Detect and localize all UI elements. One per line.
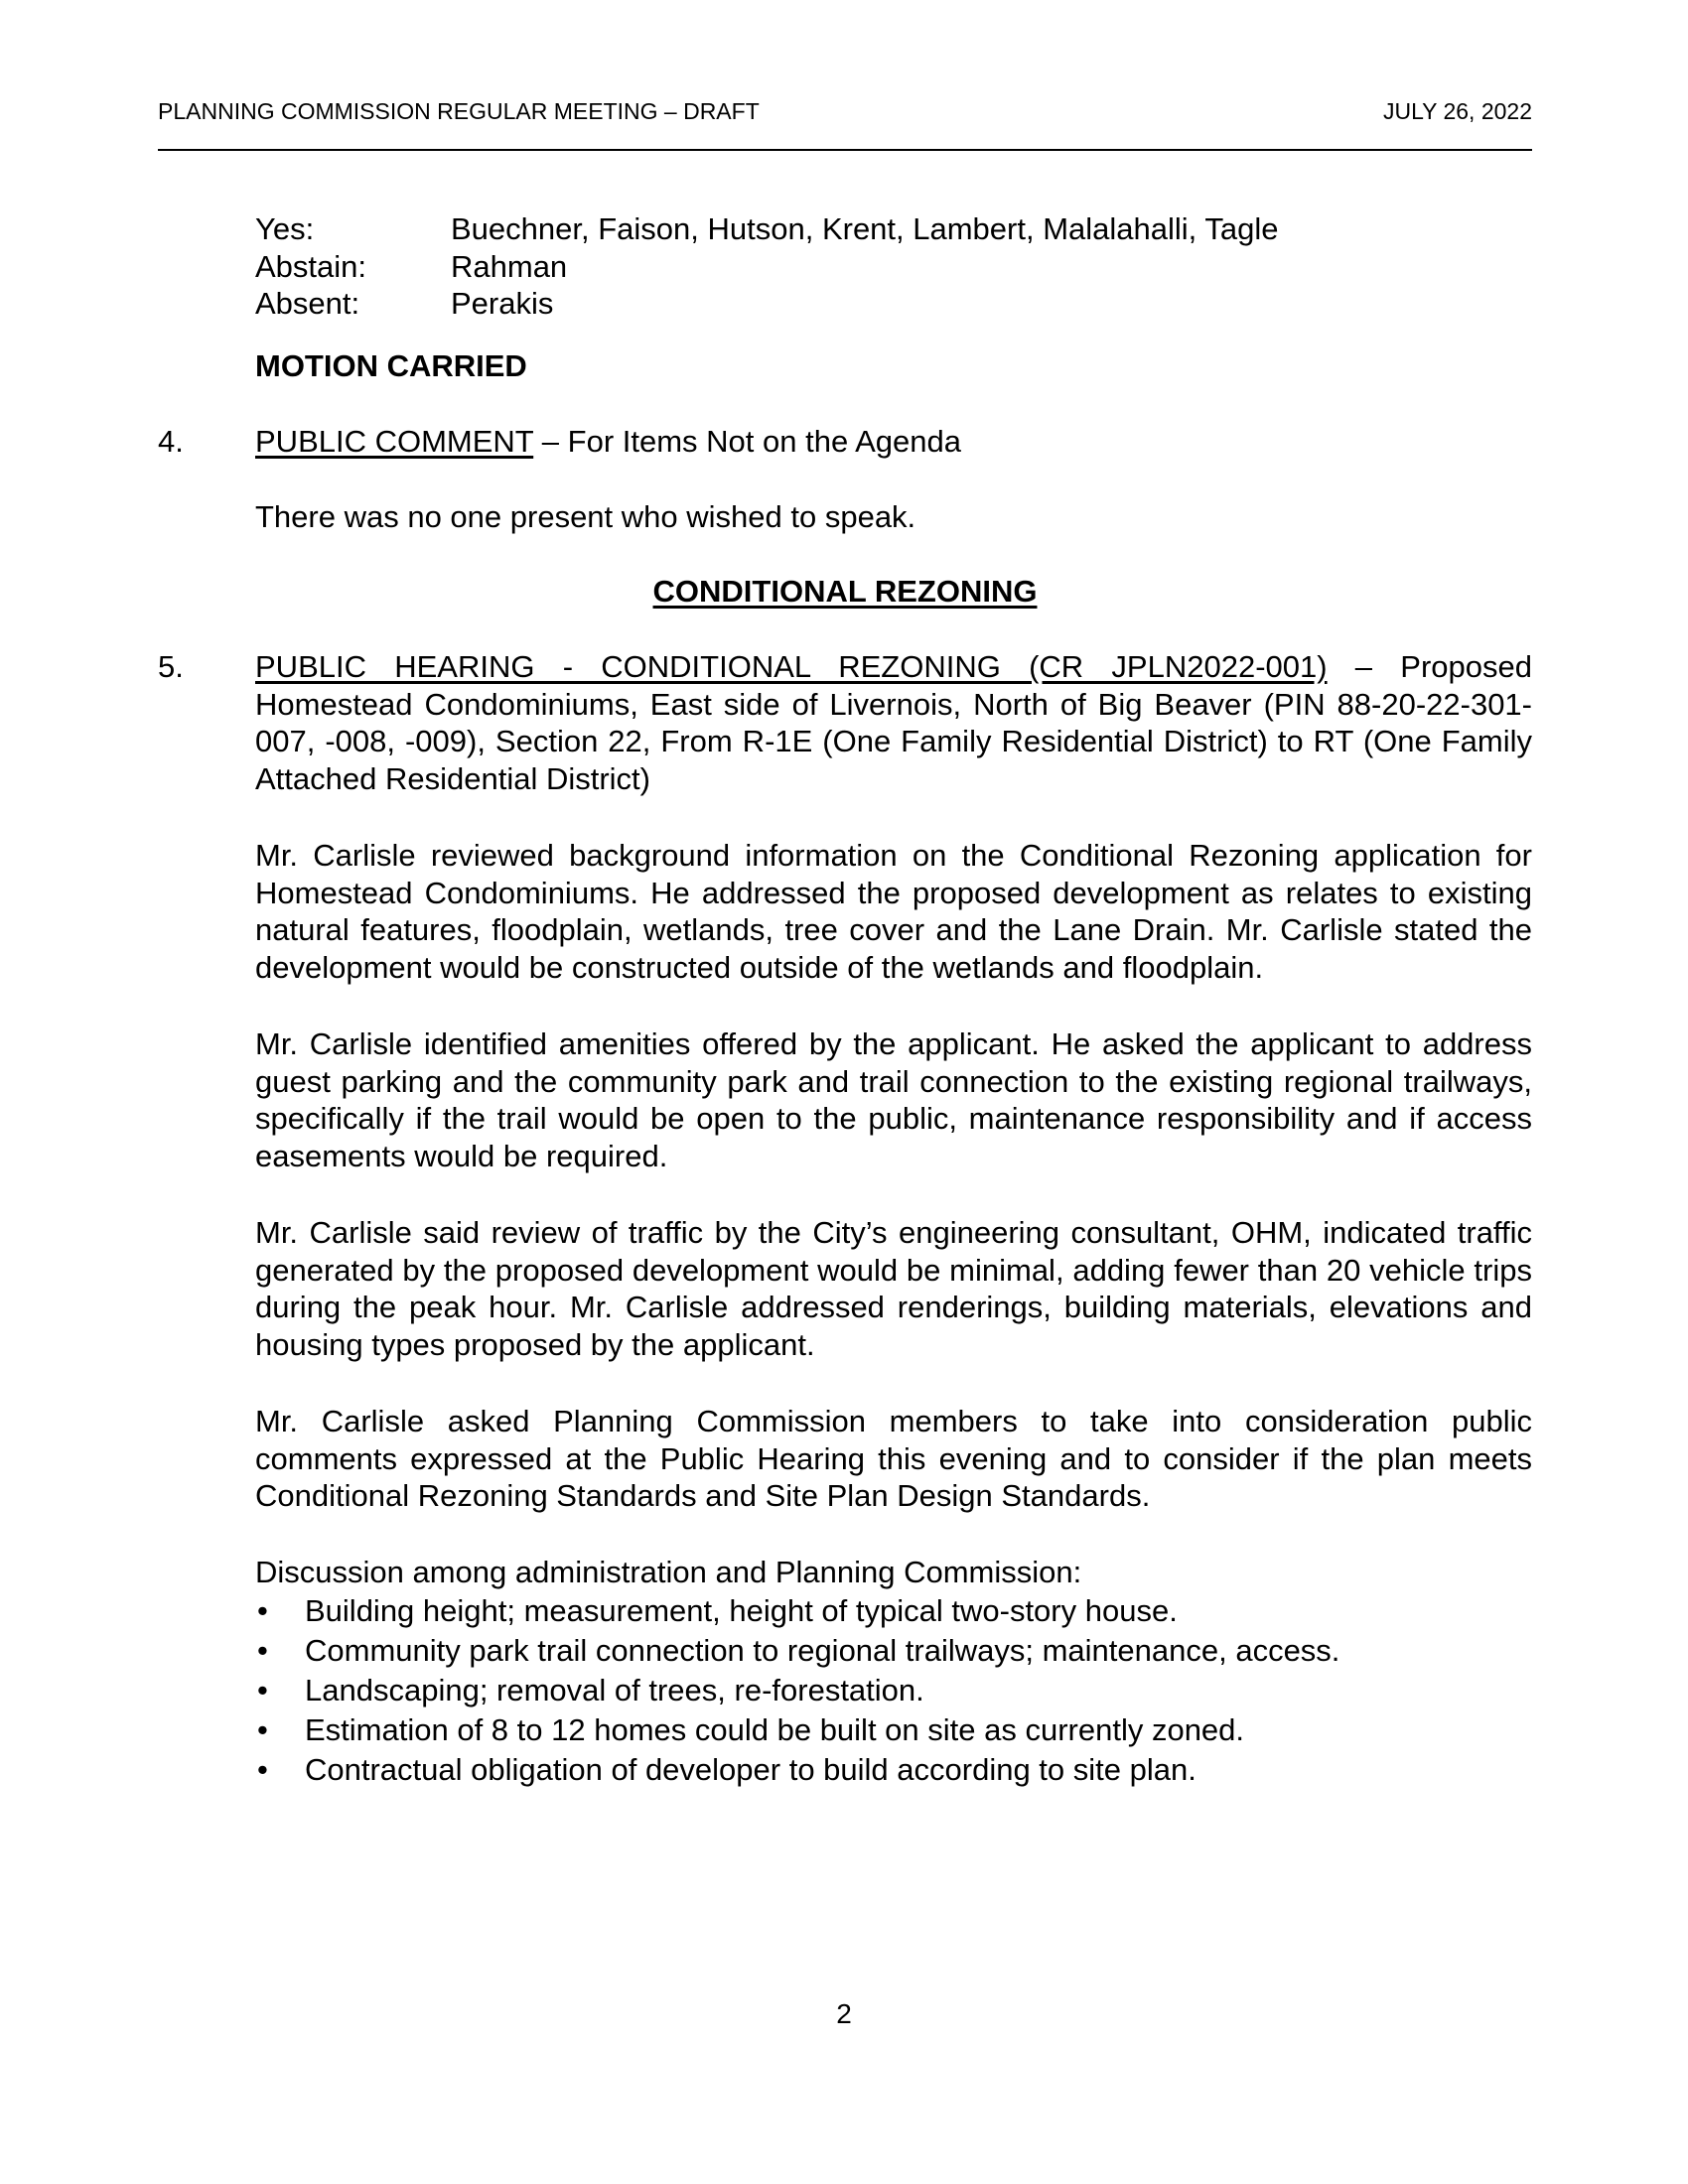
item-5-paragraph-1: Mr. Carlisle reviewed background information on the Conditional Rezoning application for Homestead Condominiums. He addressed the proposed development as relates to existing natural features, floodplain, wetlands, tree cover and the Lane Drain. Mr. Carlisle stated the development would be constructed outside of the wetlands and floodplain. [255,838,1532,985]
bullet-icon: • [257,1712,268,1747]
page-number: 2 [836,1998,852,2029]
item-5-title-underlined: PUBLIC HEARING - CONDITIONAL REZONING (CR JPLN2022-001) [255,649,1328,684]
list-item [255,1591,1532,1631]
item-4-title-rest: – For Items Not on the Agenda [533,424,961,459]
vote-row-yes [255,210,1532,248]
item-5-paragraph-4: Mr. Carlisle asked Planning Commission members to take into consideration public comments expressed at the Public Hearing this evening and to consider if the plan meets Conditional Rezoning Standards and Site Plan Design Standards. [255,1404,1532,1513]
page-header [158,97,1532,125]
list-item-text: Landscaping; removal of trees, re-forestation. [305,1673,924,1707]
list-item [255,1710,1532,1750]
discussion-intro: Discussion among administration and Planning Commission: [255,1555,1082,1589]
item-5-title-rest: – Proposed Homestead Condominiums, East side of Livernois, North of Big Beaver (PIN 88-20-22-301-007, -008, -009), Section 22, From R-1E (One Family Residential District) to RT (One Family Attached Residential District) [255,649,1532,796]
motion-result: MOTION CARRIED [255,348,527,383]
vote-row-absent [255,285,1532,323]
vote-names-yes: Buechner, Faison, Hutson, Krent, Lambert, Malalahalli, Tagle [451,211,1279,246]
vote-tally [255,210,1532,323]
item-5-title [255,648,1532,797]
list-item-text: Estimation of 8 to 12 homes could be built on site as currently zoned. [305,1712,1245,1747]
vote-names-absent: Perakis [451,286,554,321]
vote-label-yes: Yes: [255,211,315,246]
item-4-number: 4. [158,424,184,459]
item-5-paragraph-2: Mr. Carlisle identified amenities offered by the applicant. He asked the applicant to address guest parking and the community park and trail connection to the existing regional trailways, specifically if the trail would be open to the public, maintenance responsibility and if access easements would be required. [255,1026,1532,1173]
vote-row-abstain [255,248,1532,286]
list-item-text: Community park trail connection to regional trailways; maintenance, access. [305,1633,1340,1668]
list-item [255,1750,1532,1790]
vote-label-abstain: Abstain: [255,248,367,284]
header-date: JULY 26, 2022 [1382,98,1532,124]
discussion-list [255,1591,1532,1790]
bullet-icon: • [257,1593,268,1628]
item-5-paragraph-3: Mr. Carlisle said review of traffic by the City’s engineering consultant, OHM, indicated traffic generated by the proposed development would be minimal, adding fewer than 20 vehicle trips during the peak hour. Mr. Carlisle addressed renderings, building materials, elevations and housing types proposed by the applicant. [255,1215,1532,1362]
list-item-text: Building height; measurement, height of typical two-story house. [305,1593,1178,1628]
header-title: PLANNING COMMISSION REGULAR MEETING – DRAFT [158,98,760,124]
list-item-text: Contractual obligation of developer to build according to site plan. [305,1752,1196,1787]
bullet-icon: • [257,1752,268,1787]
list-item [255,1671,1532,1710]
bullet-icon: • [257,1673,268,1707]
bullet-icon: • [257,1633,268,1668]
item-4-body: There was no one present who wished to speak. [255,499,916,534]
section-heading: CONDITIONAL REZONING [652,574,1038,609]
vote-label-absent: Absent: [255,286,360,321]
header-divider [158,149,1532,151]
item-4-title [255,423,1532,461]
vote-names-abstain: Rahman [451,248,568,284]
list-item [255,1631,1532,1671]
item-5-number: 5. [158,649,184,684]
item-4-title-underlined: PUBLIC COMMENT [255,424,534,459]
